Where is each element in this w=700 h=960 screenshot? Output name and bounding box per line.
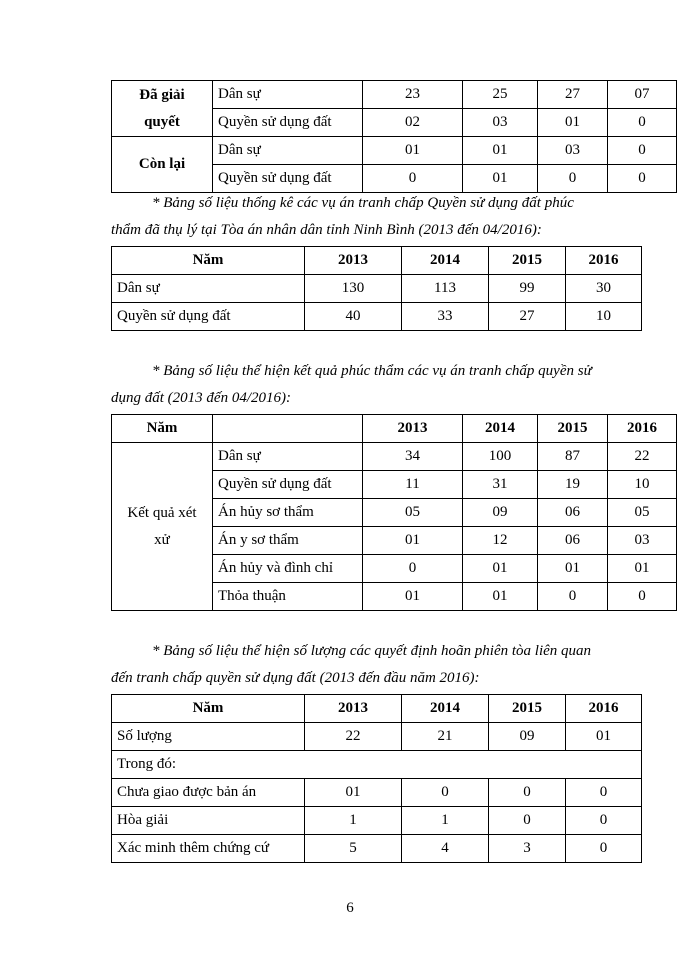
value-cell: 1 [305, 807, 402, 835]
value-cell: 5 [305, 835, 402, 863]
case-type: Dân sự [213, 81, 363, 109]
value-cell: 12 [463, 527, 538, 555]
value-cell: 01 [608, 555, 677, 583]
table-row [112, 779, 642, 807]
group-label-verdict [112, 443, 213, 611]
value-cell: 33 [402, 303, 489, 331]
table-caption: * Bảng số liệu thể hiện số lượng các quyết định hoãn phiên tòa liên quan [152, 643, 592, 659]
value-cell: 4 [402, 835, 489, 863]
value-cell: 0 [566, 779, 642, 807]
value-cell: 01 [538, 555, 608, 583]
value-cell: 01 [566, 723, 642, 751]
value-cell: 0 [489, 779, 566, 807]
column-header: 2014 [463, 415, 538, 443]
table-header-row [112, 247, 642, 275]
table-row [112, 275, 642, 303]
value-cell: 34 [363, 443, 463, 471]
column-header [213, 415, 363, 443]
value-cell: 0 [363, 555, 463, 583]
table-case-resolution [111, 80, 677, 193]
value-cell: 03 [608, 527, 677, 555]
table-row [112, 835, 642, 863]
column-header: 2013 [305, 247, 402, 275]
value-cell: 0 [363, 165, 463, 193]
column-header: 2013 [363, 415, 463, 443]
value-cell: 0 [608, 583, 677, 611]
value-cell: 03 [538, 137, 608, 165]
group-label-line: Kết quả xét [127, 504, 197, 521]
value-cell: 1 [402, 807, 489, 835]
value-cell: 22 [608, 443, 677, 471]
column-header: 2014 [402, 695, 489, 723]
row-label: Xác minh thêm chứng cứ [112, 835, 305, 863]
value-cell: 01 [363, 137, 463, 165]
column-header: 2013 [305, 695, 402, 723]
column-header: 2016 [566, 247, 642, 275]
column-header: 2015 [538, 415, 608, 443]
value-cell: 01 [363, 527, 463, 555]
value-cell: 02 [363, 109, 463, 137]
group-label-remaining: Còn lại [112, 137, 213, 193]
group-label-line: Đã giải [139, 86, 185, 103]
value-cell: 25 [463, 81, 538, 109]
value-cell: 27 [489, 303, 566, 331]
column-header: Năm [112, 695, 305, 723]
case-type: Quyền sử dụng đất [213, 165, 363, 193]
table-header-row [112, 415, 677, 443]
column-header: Năm [112, 247, 305, 275]
value-cell: 100 [463, 443, 538, 471]
value-cell: 01 [463, 137, 538, 165]
table-appeals-accepted [111, 246, 642, 331]
row-label: Quyền sử dụng đất [213, 471, 363, 499]
value-cell: 31 [463, 471, 538, 499]
value-cell: 09 [463, 499, 538, 527]
value-cell: 0 [538, 165, 608, 193]
row-label: Quyền sử dụng đất [112, 303, 305, 331]
value-cell: 0 [566, 835, 642, 863]
row-label: Hòa giải [112, 807, 305, 835]
table-header-row [112, 695, 642, 723]
row-label: Dân sự [213, 443, 363, 471]
value-cell: 0 [608, 165, 677, 193]
value-cell: 0 [608, 109, 677, 137]
value-cell: 01 [363, 583, 463, 611]
value-cell: 11 [363, 471, 463, 499]
table-row [112, 751, 642, 779]
table-caption: * Bảng số liệu thể hiện kết quả phúc thẩm các vụ án tranh chấp quyền sử [152, 363, 592, 379]
value-cell: 130 [305, 275, 402, 303]
value-cell: 99 [489, 275, 566, 303]
value-cell: 0 [538, 583, 608, 611]
value-cell: 10 [608, 471, 677, 499]
value-cell: 0 [566, 807, 642, 835]
value-cell: 27 [538, 81, 608, 109]
value-cell: 01 [463, 165, 538, 193]
row-label: Thỏa thuận [213, 583, 363, 611]
table-postponements [111, 694, 642, 863]
column-header: 2015 [489, 695, 566, 723]
table-row [112, 81, 677, 109]
value-cell: 01 [305, 779, 402, 807]
row-label: Án hủy sơ thẩm [213, 499, 363, 527]
group-label-resolved [112, 81, 213, 137]
group-label-line: quyết [144, 113, 180, 130]
table-row [112, 723, 642, 751]
table-row [112, 807, 642, 835]
row-label: Dân sự [112, 275, 305, 303]
value-cell: 10 [566, 303, 642, 331]
value-cell: 87 [538, 443, 608, 471]
value-cell: 113 [402, 275, 489, 303]
row-label: Án y sơ thẩm [213, 527, 363, 555]
value-cell: 05 [363, 499, 463, 527]
column-header: 2014 [402, 247, 489, 275]
value-cell: 03 [463, 109, 538, 137]
row-label: Số lượng [112, 723, 305, 751]
value-cell: 40 [305, 303, 402, 331]
page-number: 6 [346, 900, 354, 916]
value-cell: 06 [538, 499, 608, 527]
case-type: Quyền sử dụng đất [213, 109, 363, 137]
column-header: 2016 [566, 695, 642, 723]
value-cell: 0 [608, 137, 677, 165]
table-caption: dụng đất (2013 đến 04/2016): [111, 390, 291, 406]
value-cell: 01 [538, 109, 608, 137]
value-cell: 01 [463, 583, 538, 611]
value-cell: 19 [538, 471, 608, 499]
subheading: Trong đó: [112, 751, 642, 779]
value-cell: 30 [566, 275, 642, 303]
value-cell: 3 [489, 835, 566, 863]
table-appeal-results [111, 414, 677, 611]
table-row [112, 443, 677, 471]
group-label-line: xử [154, 531, 170, 548]
value-cell: 22 [305, 723, 402, 751]
column-header: Năm [112, 415, 213, 443]
column-header: 2015 [489, 247, 566, 275]
value-cell: 0 [402, 779, 489, 807]
table-row [112, 137, 677, 165]
table-row [112, 303, 642, 331]
column-header: 2016 [608, 415, 677, 443]
value-cell: 0 [489, 807, 566, 835]
value-cell: 01 [463, 555, 538, 583]
value-cell: 07 [608, 81, 677, 109]
value-cell: 05 [608, 499, 677, 527]
value-cell: 21 [402, 723, 489, 751]
row-label: Án hủy và đình chỉ [213, 555, 363, 583]
value-cell: 06 [538, 527, 608, 555]
case-type: Dân sự [213, 137, 363, 165]
table-caption: thẩm đã thụ lý tại Tòa án nhân dân tỉnh Ninh Bình (2013 đến 04/2016): [111, 222, 542, 238]
value-cell: 23 [363, 81, 463, 109]
table-caption: * Bảng số liệu thống kê các vụ án tranh chấp Quyền sử dụng đất phúc [152, 195, 574, 211]
value-cell: 09 [489, 723, 566, 751]
row-label: Chưa giao được bản án [112, 779, 305, 807]
table-caption: đến tranh chấp quyền sử dụng đất (2013 đến đầu năm 2016): [111, 670, 480, 686]
